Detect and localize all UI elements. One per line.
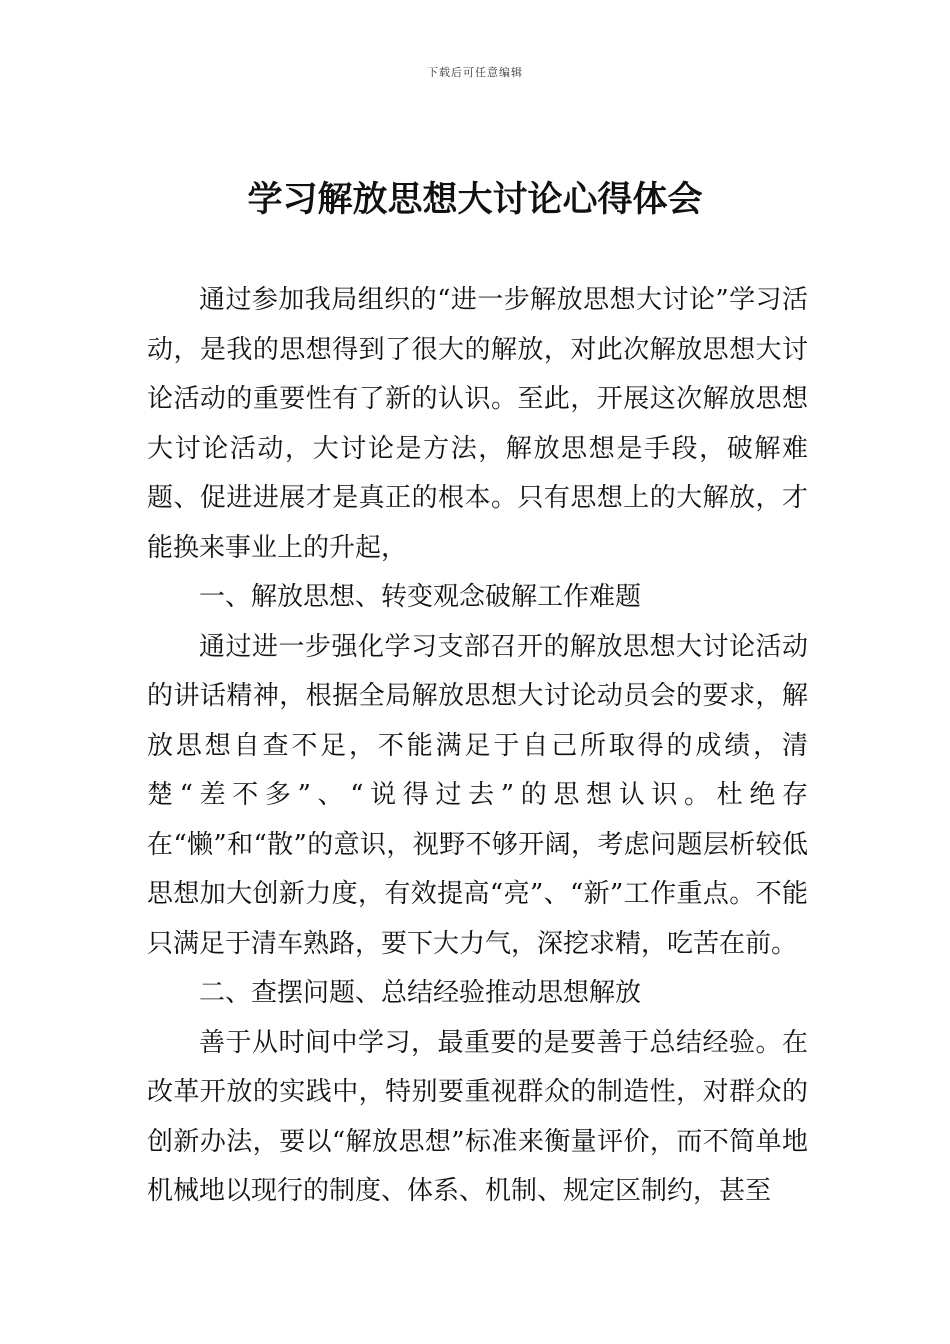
- section-heading-2: 二、查摆问题、总结经验推动思想解放: [199, 978, 642, 1008]
- paragraph-intro: 通过参加我局组织的“进一步解放思想大讨论”学习活动，是我的思想得到了很大的解放，对此次解放思想大讨论活动的重要性有了新的认识。至此，开展这次解放思想大讨论活动，大讨论是方法，解放思想是手段，破解难题、促进进展才是真正的根本。只有思想上的大解放，才能换来事业上的升起，: [147, 285, 808, 563]
- document-title: 学习解放思想大讨论心得体会: [247, 180, 703, 220]
- header-note: 下载后可任意编辑: [427, 66, 523, 79]
- paragraph-section-1: 通过进一步强化学习支部召开的解放思想大讨论活动的讲话精神，根据全局解放思想大讨论动员会的要求，解放思想自查不足，不能满足于自己所取得的成绩，清楚“差不多”、“说得过去”的思想认识。杜绝存在“懒”和“散”的意识，视野不够开阔，考虑问题层析较低思想加大创新力度，有效提高“亮”、“新”工作重点。不能只满足于清车熟路，要下大力气，深挖求精，吃苦在前。: [147, 631, 808, 959]
- document-body: [147, 276, 808, 1217]
- paragraph-section-2: 善于从时间中学习，最重要的是要善于总结经验。在改革开放的实践中，特别要重视群众的制造性，对群众的创新办法，要以“解放思想”标准来衡量评价，而不简单地机械地以现行的制度、体系、机制、规定区制约，甚至: [147, 1027, 808, 1206]
- section-heading-1: 一、解放思想、转变观念破解工作难题: [199, 582, 642, 612]
